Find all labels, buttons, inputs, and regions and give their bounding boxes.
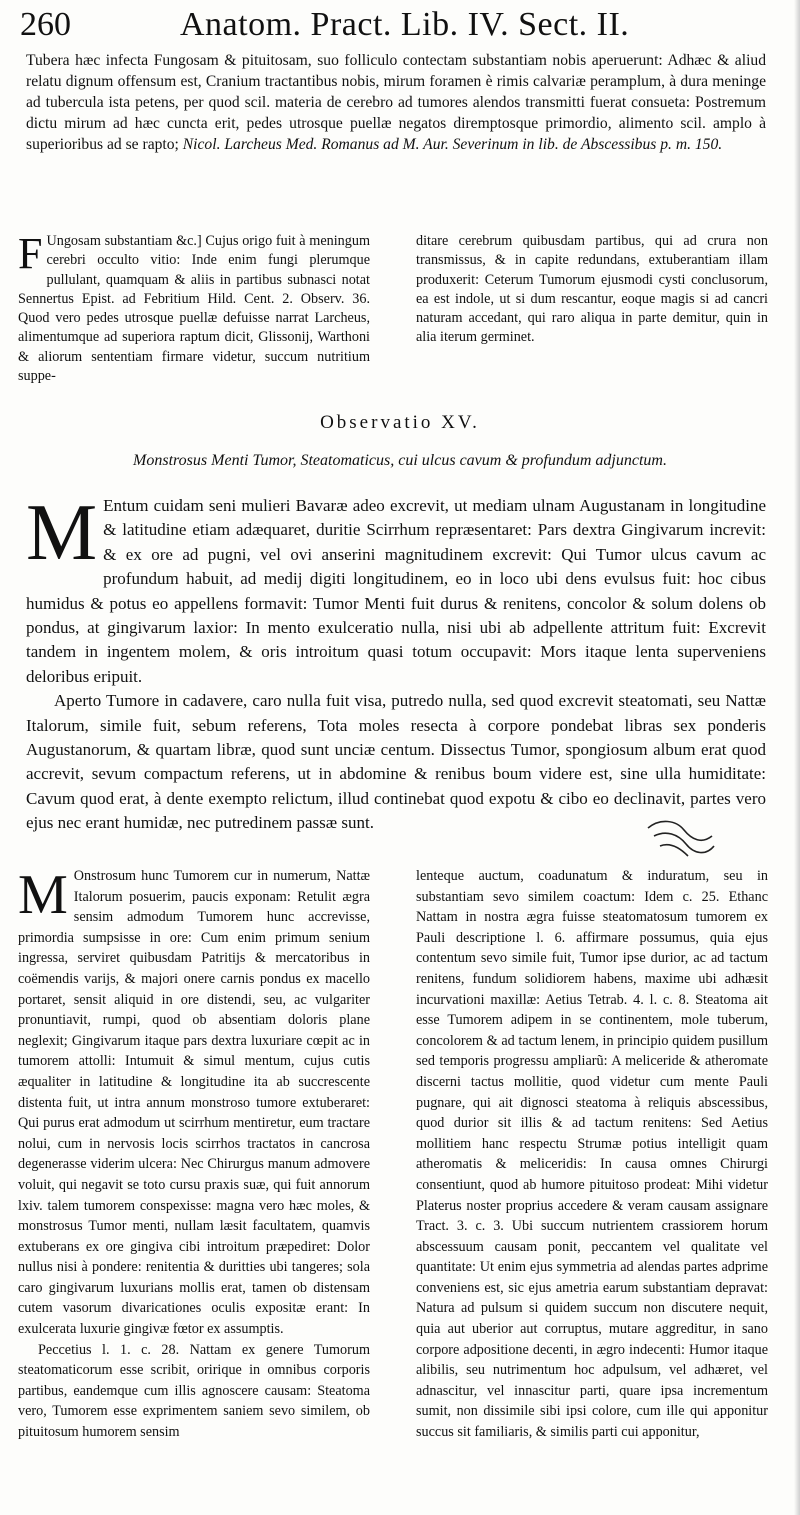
- scholium-bottom-right-text: lenteque auctum, coadunatum & induratum, seu in substantiam sevo similem coactum: Idem c. 25. Ethanc Nattam in nostra ægra fuisse steatomatosum tumorem ex Pauli descriptione l. 6. affirmare possumus, quia ejus contentum sevo simile fuit, Tumor ipse durior, ac ad tactum renitens, fundum solidiorem habens, maxime ubi adhæsit incurvationi maxillæ: Aetius Tetrab. 4. l. c. 8. Steatoma ait esse Tumorem adipem in se continentem, mole tuberum, concolorem & ad tactum lenem, in principio quidem pusillum sed temporis progressu ampliarũ: A meliceride & atheromate discerni tactus mollitie, quod videtur cum mente Pauli pugnare, qui ait dignosci steatoma à reliquis abscessibus, quod durior sit illis & ad tactum renitens: Sed Aetius mollitiem hanc respectu Strumæ potius intelligit quam atheromatis & meliceridis: In causa omnes Chirurgi consentiunt, quod ab humore pituitoso prodeat: Mihi videtur Platerus noster proprius accedere & veram causam assignare Tract. 3. c. 3. Ubi succum nutrientem crassiorem horum abscessuum causam ponit, peccantem vel qualitate vel quantitate: Ut enim ejus symmetria ad alendas partes adprime conveniens est, sic ejus ametria earum substantiam depravat: Natura ad pulsum si quidem succum non discutere nequit, quia aut uberior aut corruptus, mutare aggreditur, in sano corpore adpositione decenti, in ægro indecenti: Humor itaque alibilis, seu nutrimentum hoc adpulsum, vel adhæret, vel adnascitur, vel innascitur parti, quare ipsa incrementum sumit, non dissimile sibi ipsi colore, cum ille qui apponitur succus sit familiaris, & similis parti cui apponitur,: [416, 868, 768, 1441]
- observation-paragraph-2: Aperto Tumore in cadavere, caro nulla fuit visa, putredo nulla, sed quod excrevit steatomati, seu Nattæ Italorum, simile fuit, sebum referens, Tota moles resecta à corpore pondebat libras sex ponderis Augustanorum, & quartam libræ, quod sunt unciæ centum. Dissectus Tumor, spongiosum album erat quod accrevit, sevum compactum referens, ut in abdomine & renibus boum videre est, sine ulla humiditate: Cavum quod erat, à dente exempto relictum, illud continebat quod expotu & cibo eo declinavit, partes vero ejus nec erant humidæ, nec putredinem passæ sunt.: [26, 691, 766, 833]
- scholium-bottom-left-paragraph-2: Peccetius l. 1. c. 28. Nattam ex genere Tumorum steatomaticorum esse scribit, oririque in omnibus corporis partibus, eandemque cum illis agnoscere causam: Steatoma vero, Tumorem esse exprimentem saniem sevo similem, ob pituitosum humorem sensim: [18, 1341, 370, 1441]
- scholium-top-left-column: [18, 229, 370, 386]
- observation-dropcap: M: [26, 489, 98, 577]
- scholium-top-right-text: ditare cerebrum quibusdam partibus, qui ad crura non transmissus, & in capite redundans, extuberantiam illam produxerit: Ceterum Tumorum ejusmodi cysti conclusorum, ea est indole, ut si dum rescantur, eoque magis si ad cancri naturam accedant, qui raro aliqua in parte demitur, quin in alia iterum germinet.: [416, 233, 768, 346]
- observation-body: [26, 489, 766, 836]
- intro-text: Tubera hæc infecta Fungosam & pituitosam, suo folliculo contectam substantiam nobis aperuerunt: Adhæc & aliud relatu dignum offensum est, Cranium tractantibus nobis, mirum foramen è rimis calvariæ peramplum, à dura meninge ad tubercula ista petens, per quod scil. materia de cerebro ad tumores alendos transmitti fuerat consueta: Postremum dictu mirum ad hæc cuncta erit, pedes utrosque puellæ negatos diremptosque primordio, alimento scil. amplo à superioribus ad se rapto;: [26, 52, 766, 153]
- intro-citation: Nicol. Larcheus Med. Romanus ad M. Aur. Severinum in lib. de Abscessibus p. m. 150.: [182, 136, 723, 153]
- scholium-bottom-left-column: [18, 866, 370, 1443]
- observation-paragraph-1: Entum cuidam seni mulieri Bavaræ adeo excrevit, ut mediam ulnam Augustanam in longitudine & latitudine etiam adæquaret, duritie Scirrhum repræsentaret: Pars dextra Gingivarum increvit: & ex ore ad pugni, vel ovi anserini magnitudinem excrevit: Qui Tumor ulcus cavum ac profundum habuit, ad medij digiti longitudinem, eo in loco ubi dens evulsus fuit: hoc cibus humidus & potus eo appellens formavit: Tumor Menti fuit durus & renitens, concolor & solum dolens ob pondus, at gingivarum laxior: In mento exulceratio nulla, nisi ubi ab adpellente attritum fuit: Excrevit tandem in ingentem molem, & oris introitum quasi totum occupavit: Mors itaque lenta superveniens deloribus eripuit.: [26, 496, 766, 686]
- hand-drawn-ink-icon: [640, 816, 720, 866]
- scholium-bottom-dropcap: M: [18, 864, 68, 926]
- page-header: [10, 4, 790, 48]
- scholium-bottom-right-column: [416, 866, 768, 1443]
- scholium-bottom-left-paragraph-1: Onstrosum hunc Tumorem cur in numerum, Nattæ Italorum posuerim, paucis exponam: Retulit ægra sensim admodum Tumorem hunc accrevisse, primordia sumpsisse in ore: Cum enim primum senium ingressa, serviret quibusdam Patritijs & mercatoribus in coëmendis varijs, & majori onere carnis pondus ex macello portaret, sensit aliquid in ore distendi, seu, ac vulgariter pronuntiavit, rumpi, quod ob absentiam doloris plane neglexit; Gingivarum itaque pars dextra luxuriare cœpit ac in tumorem attolli: Intumuit & simul mentum, cujus cutis æqualiter in latitudine & longitudine ita ab succrescente distenta fuit, ut intra annum monstroso tumore extuberaret: Qui purus erat admodum ut scirrhum mentiretur, eum tractare nolui, cum in nervosis locis scirrhos tractatos in cancrosa degenerasse viderim ulcera: Nec Chirurgus manum admovere voluit, qui negavit se toto cursu praxis suæ, qui fuit annorum lxiv. talem tumorem conspexisse: magna vero hæc moles, & monstrosus Tumor menti, nullam læsit facultatem, quamvis extuberans ex ore gingiva cibi introitum præpediret: Dolor nullus nisi à pondere: renitentia & duritties ubi tangeres; sola caro gingivarum luxurians mollis erat, tamen ob distensam cutem vasorum divaricationes oculis expositæ erant: In exulcerata luxurie gingivæ fœtor ex assumptis.: [18, 868, 370, 1338]
- observation-title: Observatio XV.: [320, 412, 480, 433]
- scholium-top-dropcap: F: [18, 229, 43, 278]
- page-edge-shadow: [794, 0, 800, 1515]
- running-head: Anatom. Pract. Lib. IV. Sect. II.: [180, 6, 630, 43]
- intro-paragraph: [26, 50, 766, 155]
- scholium-top-right-column: [416, 232, 768, 348]
- observation-subtitle: Monstrosus Menti Tumor, Steatomaticus, cui ulcus cavum & profundum adjunctum.: [133, 452, 667, 469]
- page-number: 260: [20, 6, 71, 43]
- scholium-top-left-text: Ungosam substantiam &c.] Cujus origo fuit à meningum cerebri occulto vitio: Inde enim fungi plerumque pullulant, quamquam & aliis in partibus subnasci notat Sennertus Epist. ad Febritium Hild. Cent. 2. Observ. 36. Quod vero pedes utrosque puellæ defuisse narrat Larcheus, alimentumque ad superiora raptum dicit, Glissonij, Warthoni & aliorum sententiam firmare videtur, succum nutritium suppe-: [18, 233, 370, 385]
